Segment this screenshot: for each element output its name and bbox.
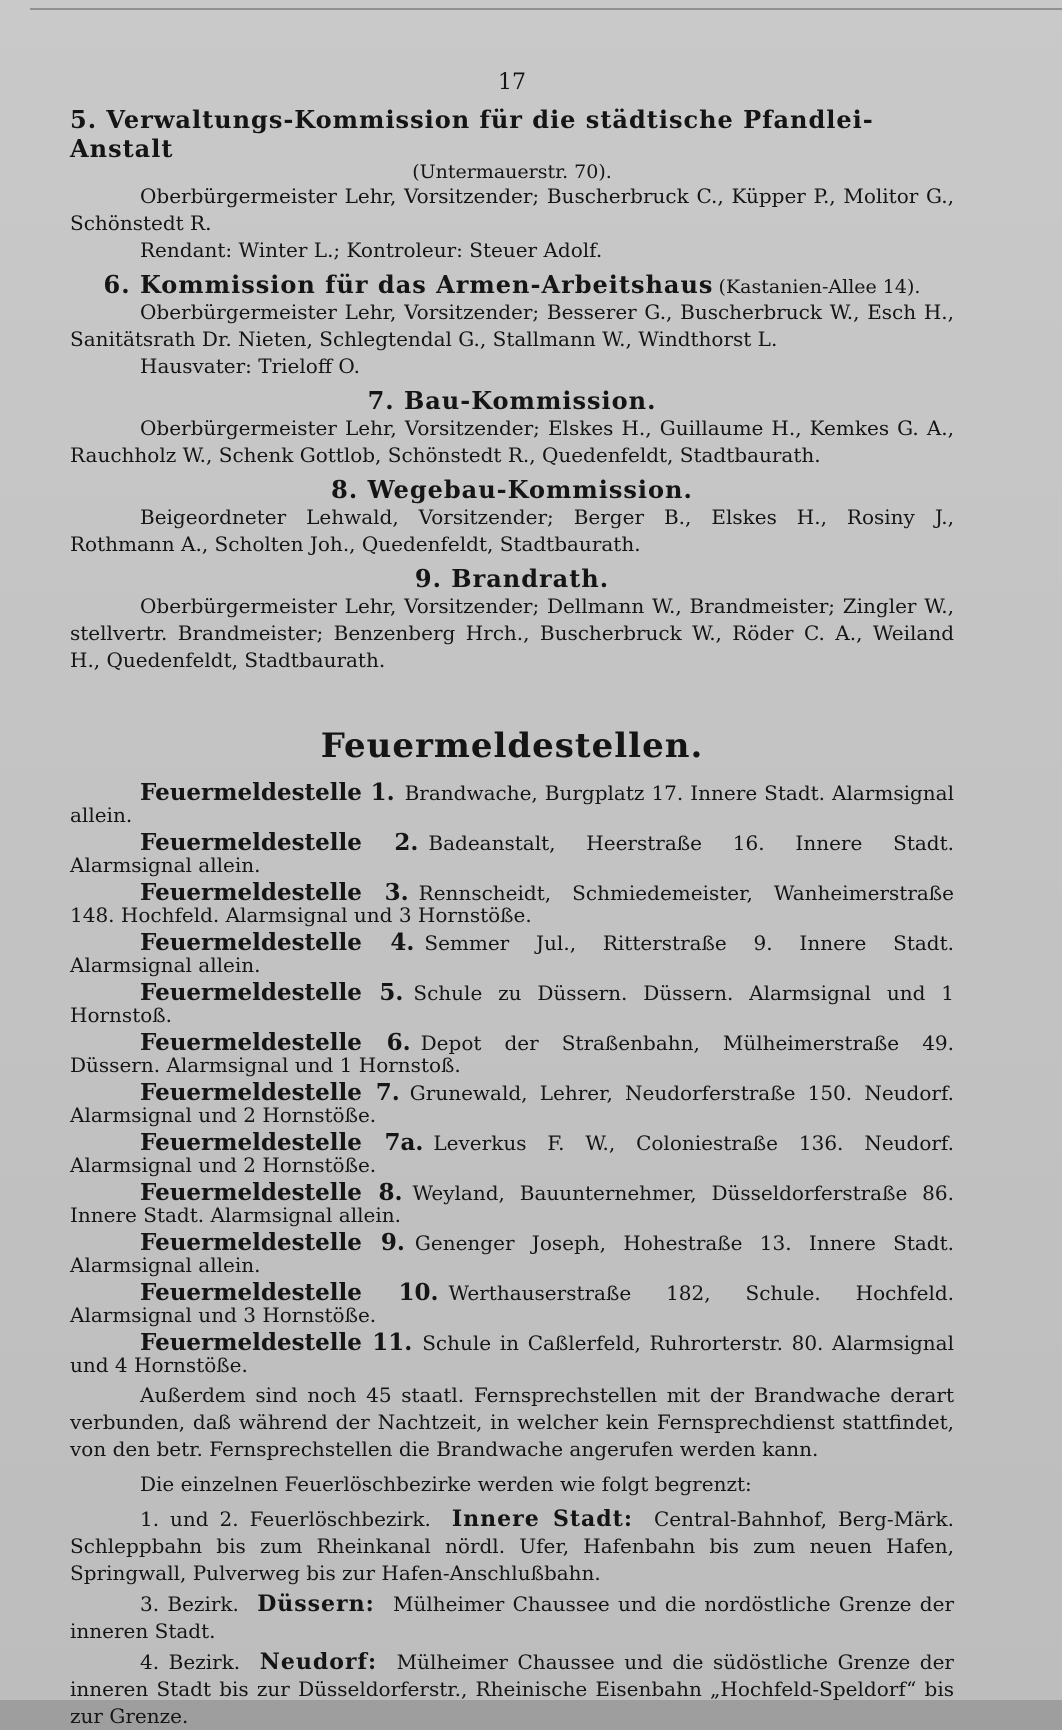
station-text: Brandwache, Burgplatz 17. Innere Stadt. Alarmsignal allein. — [70, 781, 954, 827]
section-8 — [70, 475, 954, 558]
section-line: Hausvater: Trieloff O. — [140, 354, 360, 378]
section-line: Beigeordneter Lehwald, Vorsitzender; Berger B., Elskes H., Rosiny J., Rothmann A., Scholten Joh., Quedenfeldt, Stadtbaurath. — [70, 505, 954, 556]
station-text: Leverkus F. W., Coloniestraße 136. Neudorf. Alarmsignal und 2 Hornstöße. — [70, 1131, 954, 1177]
page-content — [70, 70, 954, 1730]
list-item — [70, 1229, 954, 1277]
list-item — [70, 1179, 954, 1227]
list-item — [70, 979, 954, 1027]
list-item — [70, 779, 954, 827]
station-text: Grunewald, Lehrer, Neudorferstraße 150. Neudorf. Alarmsignal und 2 Hornstöße. — [70, 1081, 954, 1127]
station-text: Rennscheidt, Schmiedemeister, Wanheimerstraße 148. Hochfeld. Alarmsignal und 3 Hornstöße. — [70, 881, 954, 927]
list-item — [70, 829, 954, 877]
station-name: Feuermeldestelle 7. — [140, 1079, 400, 1106]
list-item — [70, 1079, 954, 1127]
section-address: (Untermauerstr. 70). — [412, 161, 612, 183]
bezirk-text: Mülheimer Chaussee und die südöstliche Grenze der inneren Stadt bis zur Düsseldorferstr., Rheinische Eisenbahn „Hochfeld-Speldorf“ bis zur Grenze. — [70, 1650, 954, 1728]
list-item — [70, 1029, 954, 1077]
section-heading: 9. Brandrath. — [414, 564, 610, 593]
section-heading: 6. Kommission für das Armen-Arbeitshaus — [103, 270, 714, 299]
section-address: (Kastanien-Allee 14). — [718, 276, 921, 298]
station-text: Schule in Caßlerfeld, Ruhrorterstr. 80. Alarmsignal und 4 Hornstöße. — [70, 1331, 954, 1377]
bezirk-name: Innere Stadt: — [451, 1506, 633, 1532]
list-item — [70, 1129, 954, 1177]
list-item — [70, 1591, 954, 1645]
bezirk-label: 4. Bezirk. — [140, 1650, 241, 1674]
bezirk-text: Mülheimer Chaussee und die nordöstliche Grenze der inneren Stadt. — [70, 1592, 954, 1643]
station-name: Feuermeldestelle 7a. — [140, 1129, 424, 1156]
feuer-note: Außerdem sind noch 45 staatl. Fernsprechstellen mit der Brandwache derart verbunden, daß während der Nachtzeit, in welcher kein Fernsprechdienst stattfindet, von den betr. Fernsprechstellen die Brandwache angerufen werden kann. — [70, 1383, 954, 1461]
section-line: Oberbürgermeister Lehr, Vorsitzender; Buscherbruck C., Küpper P., Molitor G., Schönstedt R. — [70, 184, 954, 235]
section-heading: 5. Verwaltungs-Kommission für die städtische Pfandlei-Anstalt — [70, 105, 874, 163]
list-item — [70, 929, 954, 977]
station-text: Badeanstalt, Heerstraße 16. Innere Stadt. Alarmsignal allein. — [70, 831, 954, 877]
station-text: Schule zu Düssern. Düssern. Alarmsignal und 1 Hornstoß. — [70, 981, 954, 1027]
station-name: Feuermeldestelle 1. — [140, 779, 395, 806]
station-text: Depot der Straßenbahn, Mülheimerstraße 49. Düssern. Alarmsignal und 1 Hornstoß. — [70, 1031, 954, 1077]
station-text: Werthauserstraße 182, Schule. Hochfeld. Alarmsignal und 3 Hornstöße. — [70, 1281, 955, 1327]
bezirk-label: 1. und 2. Feuerlöschbezirk. — [140, 1507, 431, 1531]
list-item — [70, 1649, 954, 1730]
section-heading: 7. Bau-Kommission. — [367, 386, 657, 415]
list-item — [70, 879, 954, 927]
station-name: Feuermeldestelle 8. — [140, 1179, 403, 1206]
bezirk-name: Neudorf: — [259, 1649, 378, 1675]
page-number: 17 — [498, 70, 526, 95]
station-name: Feuermeldestelle 3. — [140, 879, 409, 906]
section-line: Oberbürgermeister Lehr, Vorsitzender; Elskes H., Guillaume H., Kemkes G. A., Rauchholz W., Schenk Gottlob, Schönstedt R., Quedenfeldt, Stadtbaurath. — [70, 416, 954, 467]
section-7 — [70, 386, 954, 469]
station-name: Feuermeldestelle 10. — [140, 1279, 439, 1306]
station-name: Feuermeldestelle 4. — [140, 929, 415, 956]
section-heading: 8. Wegebau-Kommission. — [331, 475, 693, 504]
station-text: Weyland, Bauunternehmer, Düsseldorferstraße 86. Innere Stadt. Alarmsignal allein. — [70, 1181, 954, 1227]
bezirk-name: Düssern: — [257, 1591, 375, 1617]
station-name: Feuermeldestelle 6. — [140, 1029, 411, 1056]
bezirk-text: Central-Bahnhof, Berg-Märk. Schleppbahn bis zum Rheinkanal nördl. Ufer, Hafenbahn bis zum neuen Hafen, Springwall, Pulverweg bis zur Hafen-Anschlußbahn. — [70, 1507, 955, 1585]
list-item — [70, 1506, 954, 1587]
station-name: Feuermeldestelle 5. — [140, 979, 404, 1006]
section-5 — [70, 105, 954, 264]
section-9 — [70, 564, 954, 674]
bezirk-label: 3. Bezirk. — [140, 1592, 239, 1616]
station-text: Semmer Jul., Ritterstraße 9. Innere Stadt. Alarmsignal allein. — [70, 931, 954, 977]
station-name: Feuermeldestelle 2. — [140, 829, 419, 856]
station-text: Genenger Joseph, Hohestraße 13. Innere Stadt. Alarmsignal allein. — [70, 1231, 954, 1277]
list-item — [70, 1279, 955, 1327]
feuer-title: Feuermeldestellen. — [320, 726, 704, 766]
section-line: Oberbürgermeister Lehr, Vorsitzender; Dellmann W., Brandmeister; Zingler W., stellvertr. Brandmeister; Benzenberg Hrch., Buscherbruck W., Röder C. A., Weiland H., Quedenfeldt, Stadtbaurath. — [70, 594, 954, 672]
page-edge-line — [30, 8, 1062, 10]
section-line: Rendant: Winter L.; Kontroleur: Steuer Adolf. — [140, 238, 603, 262]
station-list — [70, 779, 955, 1377]
station-name: Feuermeldestelle 9. — [140, 1229, 405, 1256]
section-6 — [70, 270, 954, 380]
station-name: Feuermeldestelle 11. — [140, 1329, 413, 1356]
bezirke-intro: Die einzelnen Feuerlöschbezirke werden wie folgt begrenzt: — [140, 1472, 752, 1496]
section-line: Oberbürgermeister Lehr, Vorsitzender; Besserer G., Buscherbruck W., Esch H., Sanitätsrath Dr. Nieten, Schlegtendal G., Stallmann W., Windthorst L. — [70, 300, 954, 351]
bezirk-list — [70, 1506, 954, 1730]
list-item — [70, 1329, 954, 1377]
